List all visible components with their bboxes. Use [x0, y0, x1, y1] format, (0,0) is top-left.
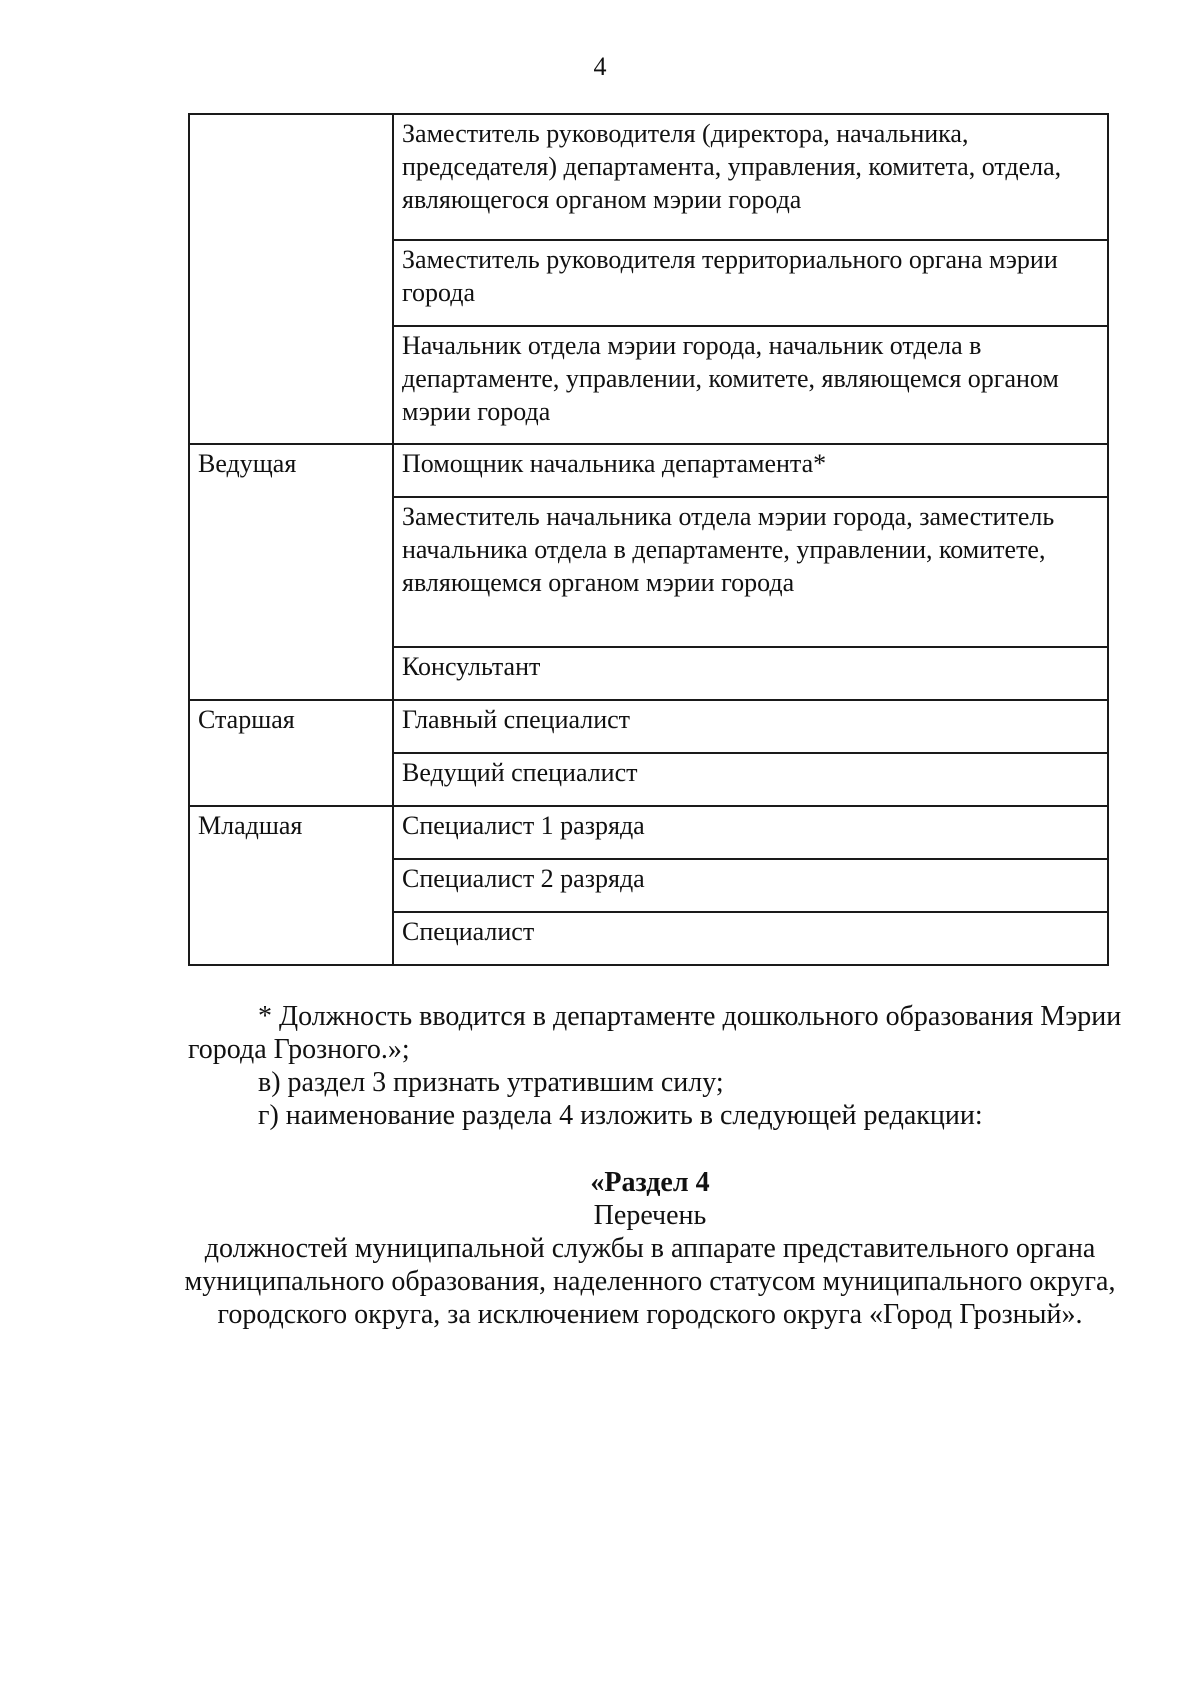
position-cell: Начальник отдела мэрии города, начальник отдела в департаменте, управлении, комитете, являющемся органом мэрии города	[393, 326, 1108, 444]
group-cell	[189, 114, 393, 240]
position-cell: Ведущий специалист	[393, 753, 1108, 806]
group-cell: Старшая	[189, 700, 393, 753]
table-row	[189, 912, 1108, 965]
section-heading	[150, 1166, 1150, 1331]
table-row	[189, 753, 1108, 806]
position-cell: Консультант	[393, 647, 1108, 700]
group-cell	[189, 497, 393, 647]
position-cell: Заместитель руководителя (директора, начальника, председателя) департамента, управления, комитета, отдела, являющегося органом мэрии города	[393, 114, 1108, 240]
page-number: 4	[593, 52, 607, 81]
item-v: в) раздел 3 признать утратившим силу;	[258, 1067, 724, 1098]
group-cell	[189, 647, 393, 700]
table-row	[189, 859, 1108, 912]
section-subtitle: Перечень	[593, 1200, 707, 1231]
position-cell: Специалист 1 разряда	[393, 806, 1108, 859]
group-cell	[189, 753, 393, 806]
group-cell	[189, 912, 393, 965]
table-row	[189, 444, 1108, 497]
table-row	[189, 806, 1108, 859]
table-row	[189, 700, 1108, 753]
footnote: * Должность вводится в департаменте дошкольного образования Мэрии города Грозного.»;	[188, 1001, 1122, 1065]
table-row	[189, 240, 1108, 326]
group-cell: Младшая	[189, 806, 393, 859]
position-cell: Главный специалист	[393, 700, 1108, 753]
position-cell: Помощник начальника департамента*	[393, 444, 1108, 497]
table-row	[189, 647, 1108, 700]
table-row	[189, 497, 1108, 647]
group-cell	[189, 240, 393, 326]
section-title: «Раздел 4	[590, 1167, 710, 1198]
group-cell: Ведущая	[189, 444, 393, 497]
positions-table	[188, 113, 1109, 966]
section-description: должностей муниципальной службы в аппарате представительного органа муниципального образования, наделенного статусом муниципального округа, городского округа, за исключением городского округа «Город Грозный».	[184, 1233, 1116, 1330]
position-cell: Специалист	[393, 912, 1108, 965]
amendment-text	[188, 1000, 1140, 1132]
position-cell: Заместитель начальника отдела мэрии города, заместитель начальника отдела в департаменте, управлении, комитете, являющемся органом мэрии города	[393, 497, 1108, 647]
table-row	[189, 114, 1108, 240]
position-cell: Специалист 2 разряда	[393, 859, 1108, 912]
item-g: г) наименование раздела 4 изложить в следующей редакции:	[258, 1100, 983, 1131]
position-cell: Заместитель руководителя территориального органа мэрии города	[393, 240, 1108, 326]
group-cell	[189, 859, 393, 912]
group-cell	[189, 326, 393, 444]
table-row	[189, 326, 1108, 444]
